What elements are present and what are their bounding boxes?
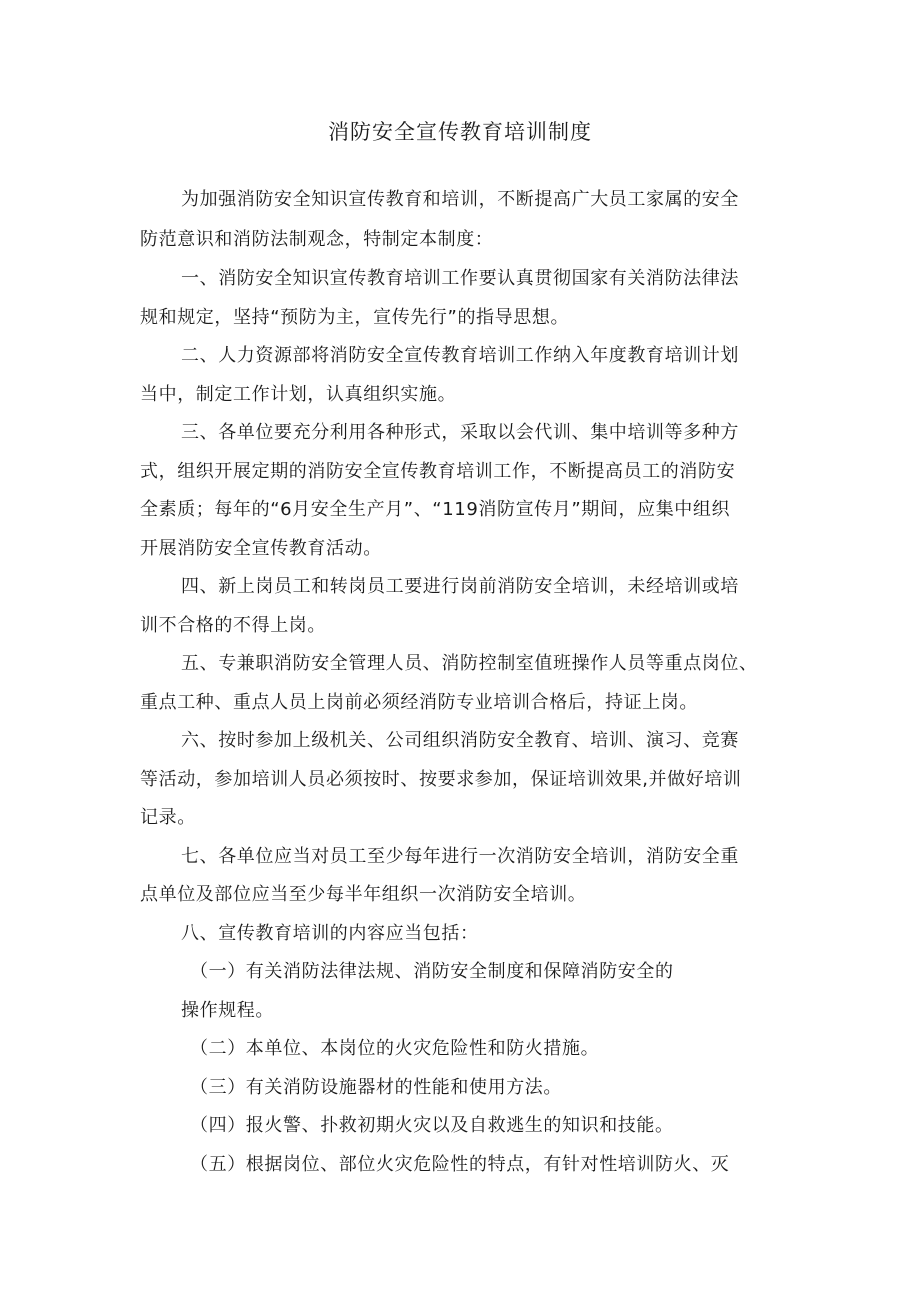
body-line: 点单位及部位应当至少每半年组织一次消防安全培训。 — [140, 884, 587, 905]
body-line: （五）根据岗位、部位火灾危险性的特点，有针对性培训防火、灭 — [190, 1154, 730, 1175]
body-line: 一、消防安全知识宣传教育培训工作要认真贯彻国家有关消防法律法 — [181, 268, 739, 289]
body-line: （二）本单位、本岗位的火灾危险性和防火措施。 — [190, 1038, 600, 1059]
body-line: 二、人力资源部将消防安全宣传教育培训工作纳入年度教育培训计划 — [181, 345, 739, 366]
body-line: 八、宣传教育培训的内容应当包括： — [181, 923, 479, 944]
body-line: 规和规定，坚持“预防为主，宣传先行”的指导思想。 — [140, 307, 570, 328]
body-line: 三、各单位要充分利用各种形式，采取以会代训、集中培训等多种方 — [181, 422, 739, 443]
body-line: 等活动，参加培训人员必须按时、按要求参加，保证培训效果,并做好培训 — [140, 769, 742, 790]
body-line: 六、按时参加上级机关、公司组织消防安全教育、培训、演习、竞赛 — [181, 730, 739, 751]
body-line: 五、专兼职消防安全管理人员、消防控制室值班操作人员等重点岗位、 — [181, 653, 758, 674]
body-line: （四）报火警、扑救初期火灾以及自救逃生的知识和技能。 — [190, 1115, 674, 1136]
body-line: 式，组织开展定期的消防安全宣传教育培训工作，不断提高员工的消防安 — [140, 461, 736, 482]
body-line: 七、各单位应当对员工至少每年进行一次消防安全培训，消防安全重 — [181, 846, 739, 867]
body-line: 四、新上岗员工和转岗员工要进行岗前消防安全培训，未经培训或培 — [181, 576, 739, 597]
body-line: （三）有关消防设施器材的性能和使用方法。 — [190, 1077, 562, 1098]
body-line: （一）有关消防法律法规、消防安全制度和保障消防安全的 — [190, 961, 674, 982]
body-line: 开展消防安全宣传教育活动。 — [140, 538, 382, 559]
body-line: 重点工种、重点人员上岗前必须经消防专业培训合格后，持证上岗。 — [140, 692, 698, 713]
body-line: 训不合格的不得上岗。 — [140, 615, 326, 636]
body-line: 防范意识和消防法制观念，特制定本制度： — [140, 229, 494, 250]
body-line: 当中，制定工作计划，认真组织实施。 — [140, 384, 457, 405]
body-line: 操作规程。 — [181, 1000, 274, 1021]
body-line: 为加强消防安全知识宣传教育和培训，不断提高广大员工家属的安全 — [181, 189, 739, 210]
body-line: 全素质；每年的“6月安全生产月”、“119消防宣传月”期间，应集中组织 — [140, 499, 731, 520]
document-title: 消防安全宣传教育培训制度 — [328, 120, 592, 144]
body-line: 记录。 — [140, 807, 196, 828]
